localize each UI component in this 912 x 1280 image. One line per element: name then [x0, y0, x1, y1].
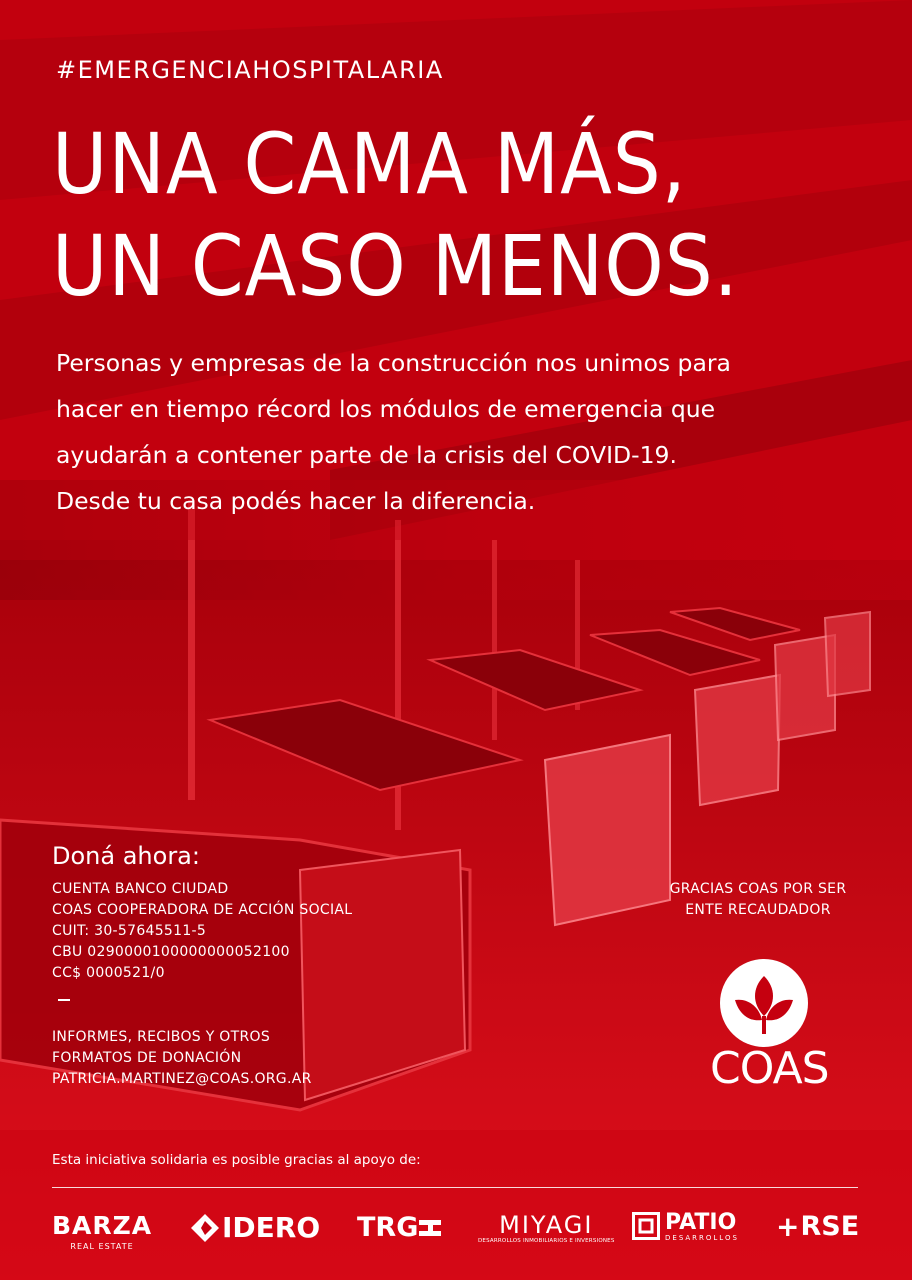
- sponsor-barza-logo: [52, 1212, 152, 1251]
- sponsor-name: BARZA: [52, 1211, 153, 1240]
- contact-email[interactable]: PATRICIA.MARTINEZ@COAS.ORG.AR: [52, 1071, 312, 1087]
- trg-mark-icon: [419, 1217, 441, 1239]
- sponsor-name: PATIO: [665, 1210, 737, 1235]
- contact-line: INFORMES, RECIBOS Y OTROS: [52, 1029, 271, 1045]
- coas-wordmark: COAS: [710, 1043, 829, 1094]
- bank-line: CBU 0290000100000000052100: [52, 944, 290, 960]
- sponsor-name: TRG: [357, 1212, 419, 1243]
- contact-info: [52, 1027, 312, 1090]
- body-line: ayudarán a contener parte de la crisis del COVID-19.: [56, 441, 677, 469]
- plus-icon: +: [776, 1210, 800, 1243]
- bank-line: CC$ 0000521/0: [52, 965, 165, 981]
- body-line: hacer en tiempo récord los módulos de emergencia que: [56, 395, 716, 423]
- body-paragraph: [56, 340, 856, 524]
- thanks-note: [660, 879, 856, 921]
- bank-line: CUIT: 30-57645511-5: [52, 923, 207, 939]
- separator-dash: [58, 999, 70, 1001]
- sponsor-name: IDERO: [222, 1211, 321, 1244]
- headline-line-2: UN CASO MENOS.: [52, 217, 739, 315]
- bank-line: COAS COOPERADORA DE ACCIÓN SOCIAL: [52, 902, 353, 918]
- leaf-circle-icon: [719, 958, 809, 1048]
- bank-info: [52, 879, 352, 984]
- sponsor-name: MIYAGI: [499, 1211, 594, 1239]
- hashtag: #EMERGENCIAHOSPITALARIA: [56, 56, 444, 84]
- thanks-line: GRACIAS COAS POR SER: [669, 881, 847, 897]
- sponsor-trg-logo: [357, 1212, 441, 1244]
- sponsor-subtitle: REAL ESTATE: [70, 1242, 134, 1251]
- support-text: Esta iniciativa solidaria es posible gracias al apoyo de:: [52, 1152, 421, 1168]
- donate-title: Doná ahora:: [52, 842, 200, 870]
- bank-line: CUENTA BANCO CIUDAD: [52, 881, 229, 897]
- patio-square-icon: [632, 1212, 660, 1240]
- idero-diamond-icon: [190, 1213, 220, 1243]
- sponsor-idero-logo: [190, 1212, 320, 1244]
- thanks-line: ENTE RECAUDADOR: [685, 902, 831, 918]
- sponsor-subtitle: DESARROLLOS INMOBILIARIOS E INVERSIONES: [478, 1238, 615, 1244]
- sponsor-patio-logo: [632, 1212, 739, 1242]
- body-line: Personas y empresas de la construcción nos unimos para: [56, 349, 731, 377]
- divider: [52, 1187, 858, 1188]
- headline-line-1: UNA CAMA MÁS,: [52, 115, 687, 213]
- sponsor-name: RSE: [800, 1211, 860, 1242]
- body-line: Desde tu casa podés hacer la diferencia.: [56, 487, 536, 515]
- sponsor-subtitle: DESARROLLOS: [665, 1234, 739, 1242]
- sponsor-miyagi-logo: [478, 1212, 615, 1244]
- contact-line: FORMATOS DE DONACIÓN: [52, 1050, 242, 1066]
- sponsor-rse-logo: [776, 1212, 859, 1242]
